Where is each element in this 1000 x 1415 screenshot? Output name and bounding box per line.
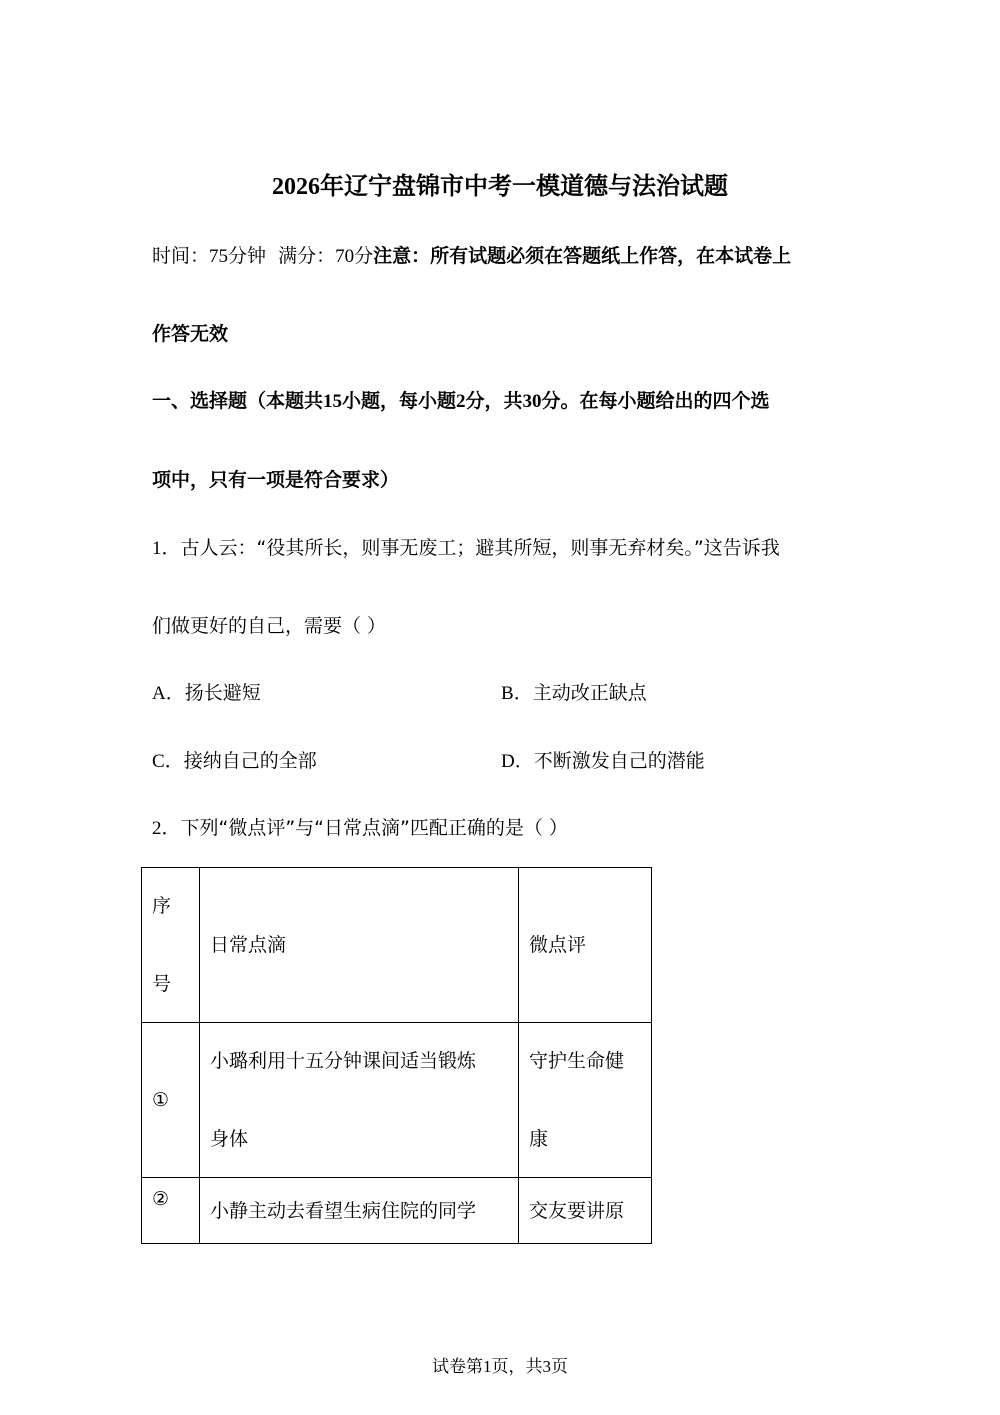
matching-table <box>141 867 652 1244</box>
notice-text: 注意：所有试题必须在答题纸上作答，在本试卷上 <box>373 245 792 267</box>
section-heading <box>152 388 770 415</box>
footer-middle: 页，共 <box>491 1357 543 1377</box>
table-header-row <box>142 868 652 1023</box>
notice-continued: 作答无效 <box>152 323 229 345</box>
footer-suffix: 页 <box>551 1357 568 1377</box>
page-footer <box>0 1356 1000 1378</box>
footer-total-pages: 3 <box>542 1357 551 1376</box>
exam-info-line <box>152 243 791 270</box>
row-1-comment-line2: 康 <box>529 1128 549 1150</box>
footer-prefix: 试卷第 <box>432 1357 483 1377</box>
option-letter: D <box>501 751 515 772</box>
time-value: 75 <box>209 246 229 267</box>
header-comment: 微点评 <box>529 934 587 956</box>
row-1-daily-line1: 小璐利用十五分钟课间适当锻炼 <box>210 1050 477 1072</box>
time-label: 时间： <box>152 245 210 267</box>
option-letter: A <box>152 683 166 704</box>
row-1-comment-line1: 守护生命健 <box>529 1050 625 1072</box>
question-1-stem-continued: 们做更好的自己，需要（ ） <box>152 615 387 637</box>
option-text: ．扬长避短 <box>165 682 261 704</box>
section-heading-part2: 小题，每小题 <box>342 390 457 412</box>
option-letter: C <box>152 751 165 772</box>
question-2-stem <box>152 815 568 842</box>
full-value: 70 <box>335 246 355 267</box>
title-text: 2026年辽宁盘锦市中考一模道德与法治试题 <box>272 174 728 200</box>
question-2-number: 2 <box>152 818 162 839</box>
question-1-option-a <box>152 680 261 707</box>
row-2-seq-cell <box>142 1178 200 1244</box>
header-daily-cell <box>200 868 519 1023</box>
row-2-comment-cell <box>519 1178 652 1244</box>
question-1-option-d <box>501 748 705 775</box>
section-heading-part4: 分。在每小题给出的四个选 <box>541 390 770 412</box>
table-row <box>142 1178 652 1244</box>
option-text: ．不断激发自己的潜能 <box>514 750 705 772</box>
full-unit: 分 <box>354 245 374 267</box>
question-1-option-c <box>152 748 317 775</box>
question-1-text: ．古人云：“役其所长，则事无废工；避其所短，则事无弃材矣。”这告诉我 <box>161 537 780 559</box>
question-1-option-b <box>501 680 647 707</box>
header-comment-cell <box>519 868 652 1023</box>
option-text: ．接纳自己的全部 <box>164 750 317 772</box>
row-2-seq: ② <box>152 1188 170 1210</box>
row-1-seq: ① <box>152 1089 170 1111</box>
question-1-stem <box>152 535 780 562</box>
footer-page-number: 1 <box>483 1357 492 1376</box>
row-1-seq-cell <box>142 1023 200 1178</box>
row-2-daily-line1: 小静主动去看望生病住院的同学 <box>210 1199 477 1222</box>
points-total: 30 <box>522 391 542 412</box>
points-each: 2 <box>456 391 466 412</box>
question-1-number: 1 <box>152 538 162 559</box>
row-1-daily-line2: 身体 <box>210 1128 249 1150</box>
header-daily: 日常点滴 <box>210 934 287 956</box>
option-letter: B <box>501 683 514 704</box>
header-seq-cell <box>142 868 200 1023</box>
row-1-daily-cell <box>200 1023 519 1178</box>
header-seq-line2: 号 <box>152 973 172 995</box>
row-2-daily-cell <box>200 1178 519 1244</box>
row-2-comment-line1: 交友要讲原 <box>529 1199 625 1222</box>
section-heading-continued: 项中，只有一项是符合要求） <box>152 469 400 491</box>
section-heading-part1: 一、选择题（本题共 <box>152 390 324 412</box>
question-2-text: ．下列“微点评”与“日常点滴”匹配正确的是（ ） <box>161 817 568 839</box>
option-text: ．主动改正缺点 <box>513 682 647 704</box>
table-row <box>142 1023 652 1178</box>
question-count: 15 <box>323 391 343 412</box>
row-1-comment-cell <box>519 1023 652 1178</box>
page-title <box>0 170 1000 203</box>
header-seq-line1: 序 <box>152 895 172 917</box>
full-label: 满分： <box>278 245 336 267</box>
section-heading-part3: 分，共 <box>465 390 523 412</box>
time-unit: 分钟 <box>228 245 267 267</box>
